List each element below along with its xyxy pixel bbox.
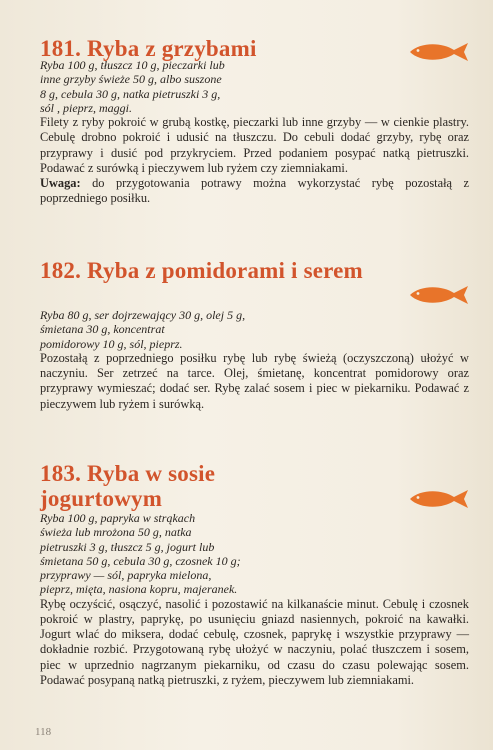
fish-icon <box>408 283 470 307</box>
recipe-instructions: Pozostałą z poprzedniego posiłku rybę lub rybę świeżą (oczyszczoną) ułożyć w naczyniu. Ser zetrzeć na tarce. Olej, śmietanę, koncentrat pomidorowy oraz przyprawy wymieszać; dodać ser. Rybę zalać sosem i piec w piekarniku. Podawać z pieczywem lub ryżem i surówką. <box>40 350 469 411</box>
ingredient-line: Ryba 100 g, tłuszcz 10 g, pieczarki lub <box>40 58 225 72</box>
ingredient-line: pomidorowy 10 g, sól, pieprz. <box>40 336 183 351</box>
ingredient-line: inne grzyby świeże 50 g, albo suszone <box>40 72 222 87</box>
recipe-182 <box>40 258 385 283</box>
ingredient-line: świeża lub mrożona 50 g, natka <box>40 525 192 540</box>
ingredient-line: pieprz, mięta, nasiona kopru, majeranek. <box>40 582 238 597</box>
page-number: 118 <box>35 726 52 738</box>
recipe-title: 183. Ryba w sosie jogurtowym <box>40 461 216 511</box>
recipe-181 <box>40 36 469 206</box>
recipe-ingredients <box>40 511 469 597</box>
recipe-ingredients <box>40 308 469 351</box>
recipe-note <box>40 176 469 206</box>
recipe-ingredients <box>40 58 469 115</box>
note-text: do przygotowania potrawy można wykorzystać rybę pozostałą z poprzedniego posiłku. <box>40 176 469 206</box>
ingredient-line: Ryba 100 g, papryka w strąkach <box>40 511 196 525</box>
ingredient-line: sól , pieprz, maggi. <box>40 100 133 115</box>
note-label: Uwaga: <box>40 176 81 190</box>
recipe-title: 182. Ryba z pomidorami i serem <box>40 258 363 283</box>
recipe-instructions: Filety z ryby pokroić w grubą kostkę, pieczarki lub inne grzyby — w cienkie plastry. Cebulę drobno pokroić i udusić na tłuszczu. Do cebuli dodać grzyby, rybę oraz przyprawy i dusić pod przykryciem. Przed podaniem posypać natką pietruszki. Podawać z surówką i pieczywem lub ryżem czy ziemniakami. <box>40 115 469 175</box>
recipe-183-body <box>40 511 469 688</box>
recipe-instructions: Rybę oczyścić, osączyć, nasolić i pozostawić na kilkanaście minut. Cebulę i czosnek pokroić w plastry, paprykę, po usunięciu gniazd nasiennych, pokroić na kawałki. Jogurt wlać do miksera, dodać cebulę, czosnek, paprykę i wszystkie przyprawy — dokładnie rozbić. Przygotowaną rybę ułożyć w naczyniu, polać tłuszczem i sosem, piec w uprzednio nagrzanym piekarniku, od czasu do czasu polewając sosem. Podawać posypaną natką pietruszki, z ryżem, pieczywem lub ziemniakami. <box>40 596 469 687</box>
ingredient-line: 8 g, cebula 30 g, natka pietruszki 3 g, <box>40 86 221 101</box>
ingredient-line: śmietana 30 g, koncentrat <box>40 322 165 337</box>
recipe-182-body <box>40 308 469 412</box>
fish-icon <box>408 487 470 511</box>
ingredient-line: Ryba 80 g, ser dojrzewający 30 g, olej 5 g, <box>40 308 246 322</box>
ingredient-line: śmietana 50 g, cebula 30 g, czosnek 10 g; <box>40 553 241 568</box>
ingredient-line: przyprawy — sól, papryka mielona, <box>40 568 212 583</box>
recipe-183 <box>40 461 293 511</box>
ingredient-line: pietruszki 3 g, tłuszcz 5 g, jogurt lub <box>40 539 215 554</box>
fish-icon <box>408 40 470 64</box>
recipe-title: 181. Ryba z grzybami <box>40 36 257 61</box>
